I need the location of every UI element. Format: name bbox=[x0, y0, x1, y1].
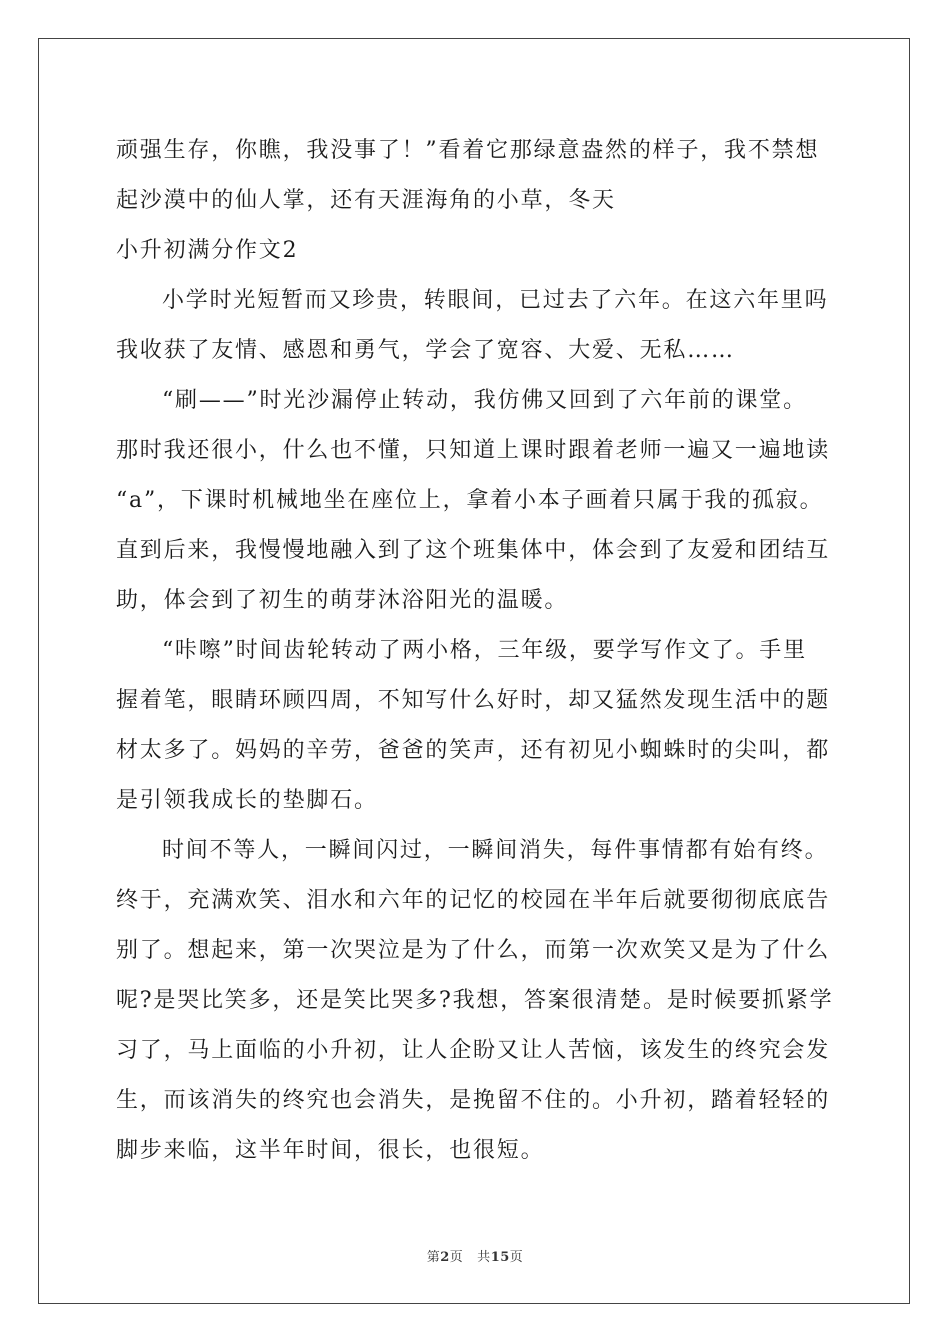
text-line-13: 材太多了。妈妈的辛劳，爸爸的笑声，还有初见小蜘蛛时的尖叫，都 bbox=[116, 738, 831, 763]
page-footer bbox=[0, 1246, 950, 1265]
text-line-14: 是引领我成长的垫脚石。 bbox=[116, 788, 378, 813]
text-line-1: 顽强生存，你瞧，我没事了！”看着它那绿意盎然的样子，我不禁想 bbox=[116, 138, 820, 163]
text-line-20: 生，而该消失的终究也会消失，是挽留不住的。小升初，踏着轻轻的 bbox=[116, 1088, 831, 1113]
text-line-10: 助，体会到了初生的萌芽沐浴阳光的温暖。 bbox=[116, 588, 569, 613]
text-line-12: 握着笔，眼睛环顾四周，不知写什么好时，却又猛然发现生活中的题 bbox=[116, 688, 831, 713]
document-body bbox=[116, 126, 836, 1176]
text-line-2: 起沙漠中的仙人掌，还有天涯海角的小草，冬天 bbox=[116, 188, 616, 213]
footer-total-prefix: 共 bbox=[477, 1250, 491, 1265]
text-line-11: “咔嚓”时间齿轮转动了两小格，三年级，要学写作文了。手里 bbox=[162, 638, 807, 663]
total-pages: 15 bbox=[490, 1250, 510, 1265]
text-line-4: 小学时光短暂而又珍贵，转眼间，已过去了六年。在这六年里吗 bbox=[162, 288, 829, 313]
essay-title: 小升初满分作文2 bbox=[116, 238, 299, 263]
text-line-6: “刷——”时光沙漏停止转动，我仿佛又回到了六年前的课堂。 bbox=[162, 388, 807, 413]
text-line-5: 我收获了友情、感恩和勇气，学会了宽容、大爱、无私…… bbox=[116, 338, 735, 363]
text-line-15: 时间不等人，一瞬间闪过，一瞬间消失，每件事情都有始有终。 bbox=[162, 838, 829, 863]
text-line-18: 呢?是哭比笑多，还是笑比哭多?我想，答案很清楚。是时候要抓紧学 bbox=[116, 988, 834, 1013]
text-line-8: “a”，下课时机械地坐在座位上，拿着小本子画着只属于我的孤寂。 bbox=[116, 488, 824, 513]
text-line-9: 直到后来，我慢慢地融入到了这个班集体中，体会到了友爱和团结互 bbox=[116, 538, 831, 563]
footer-total-suffix: 页 bbox=[509, 1250, 524, 1265]
footer-page-suffix: 页 bbox=[449, 1250, 464, 1265]
page-number: 2 bbox=[440, 1250, 450, 1265]
footer-prefix: 第 bbox=[426, 1250, 441, 1265]
text-line-7: 那时我还很小，什么也不懂，只知道上课时跟着老师一遍又一遍地读 bbox=[116, 438, 831, 463]
text-line-17: 别了。想起来，第一次哭泣是为了什么，而第一次欢笑又是为了什么 bbox=[116, 938, 831, 963]
text-line-16: 终于，充满欢笑、泪水和六年的记忆的校园在半年后就要彻彻底底告 bbox=[116, 888, 831, 913]
text-line-21: 脚步来临，这半年时间，很长，也很短。 bbox=[116, 1138, 545, 1163]
text-line-19: 习了，马上面临的小升初，让人企盼又让人苦恼，该发生的终究会发 bbox=[116, 1038, 831, 1063]
